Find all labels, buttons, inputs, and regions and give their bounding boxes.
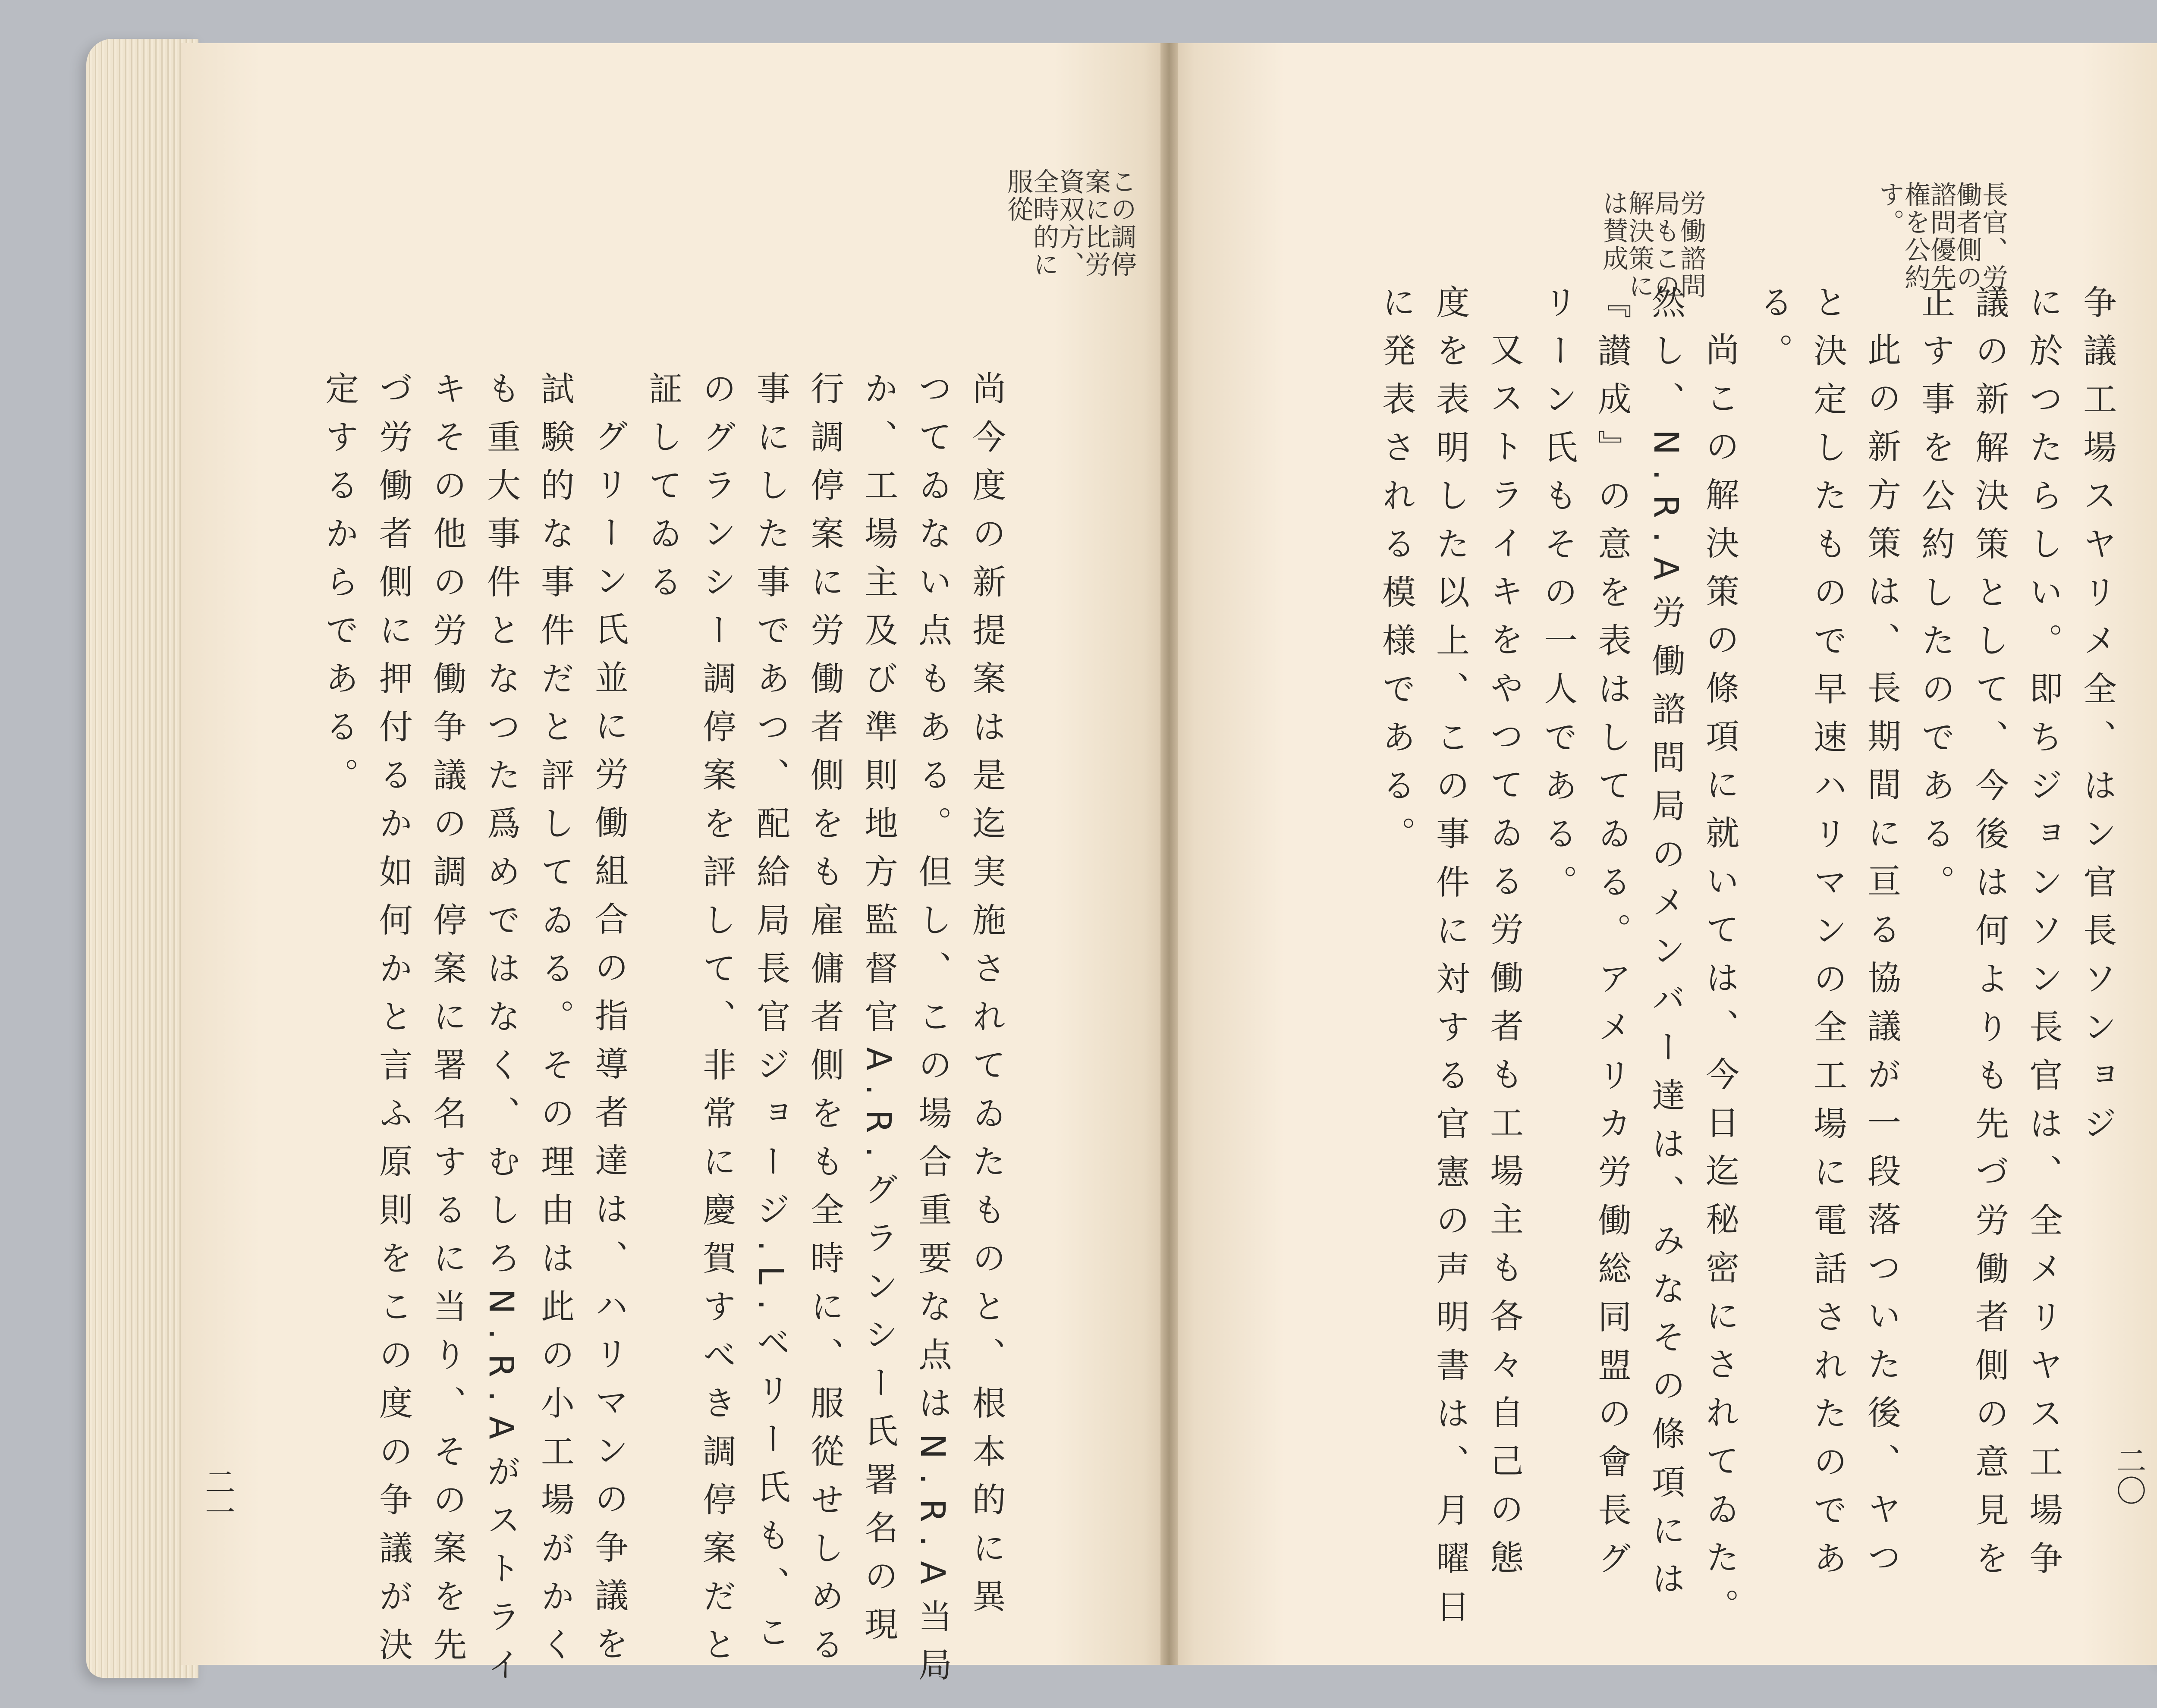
left-body-line: づ労働者側に押付るか如何かと言ふ原則をこの度の争議が決 [374, 371, 412, 1675]
right-body-line: 此の新方策は、長期間に亘る協議が一段落ついた後、ヤつ [1862, 332, 1901, 1588]
note-line: 全時的に [1029, 168, 1059, 279]
book-gutter [1160, 43, 1178, 1665]
right-body-line: 争議工場スヤリメ全、はン官長ソンョジ [2078, 285, 2116, 1154]
left-body-line: 定するからである。 [320, 371, 358, 806]
right-margin-note [1874, 181, 2008, 292]
right-page-number: 二〇 [2111, 1445, 2147, 1505]
right-body-line: に於つたらしい。即ちジョンソン長官は、全メリヤス工場争 [2024, 285, 2063, 1589]
left-body-line: 行調停案に労働者側をも雇傭者側をも全時に、服從せしめる [805, 371, 844, 1675]
right-body-line: と決定したもので早速ハリマンの全工場に電話されたのであ [1808, 285, 1847, 1589]
left-body-line: も重大事件となつた爲めではなく、むしろN.R.Aがストライ [481, 371, 520, 1695]
right-body-line: リーン氏もその一人である。 [1538, 285, 1577, 913]
left-margin-note [1005, 168, 1135, 279]
left-body-line: か、工場主及び準則地方監督官A.R.グランシー氏署名の現 [859, 371, 898, 1655]
right-page [1165, 43, 2157, 1665]
note-line: 労働諮問 [1676, 190, 1706, 300]
note-line: 局もこの [1650, 190, 1680, 300]
right-body-line: に発表される模様である。 [1377, 285, 1415, 864]
note-line: 資双方、 [1055, 168, 1085, 279]
right-margin-note-2 [1600, 190, 1704, 300]
note-line: は賛成 [1598, 190, 1629, 273]
left-body-line: つてゐない点もある。但し、この場合重要な点はN.R.A当局 [913, 371, 952, 1695]
left-body-line: 事にした事であつ、配給局長官ジョージ.L.ベリー氏も、こ [751, 371, 790, 1663]
right-body-line: 又ストライキをやつてゐる労働者も工場主も各々自己の態 [1484, 332, 1523, 1588]
left-page-number: 二一 [200, 1466, 236, 1527]
right-body-line: る。 [1754, 285, 1793, 381]
note-line: 権を公約 [1900, 181, 1931, 292]
note-line: 長官、労 [1978, 181, 2008, 292]
right-body-line: 『讃成』の意を表はしてゐる。アメリカ労働総同盟の會長グ [1592, 285, 1631, 1589]
left-body-line: 尚今度の新提案は是迄実施されてゐたものと、根本的に異 [967, 371, 1006, 1627]
left-body-line: グリーン氏並に労働組合の指導者達は、ハリマンの争議を [589, 418, 628, 1674]
left-page [181, 43, 1173, 1695]
note-line: す。 [1874, 181, 1905, 236]
note-line: 案に比労 [1081, 168, 1111, 279]
note-line: この調停 [1107, 168, 1137, 279]
right-body-line: 度を表明した以上、この事件に対する官憲の声明書は、月曜日 [1431, 285, 1469, 1637]
right-body-line: 議の新解決策として、今後は何よりも先づ労働者側の意見を [1970, 285, 2009, 1589]
right-body-line: 然し、N.R.A労働諮問局のメンバー達は、みなその條項には [1646, 285, 1685, 1609]
left-body-line: 試験的な事件だと評してゐる。その理由は此の小工場がかく [535, 371, 574, 1675]
left-body-line: 証してゐる [643, 371, 682, 612]
left-body-line: キその他の労働争議の調停案に署名するに当り、その案を先 [428, 371, 466, 1675]
left-body-line: のグランシー調停案を評して、非常に慶賀すべき調停案だと [697, 371, 736, 1675]
note-line: 服從 [1003, 168, 1033, 223]
note-line: 諮問優先 [1926, 181, 1956, 292]
right-body-line: 尚この解決策の條項に就いては、今日迄秘密にされてゐた。 [1700, 332, 1739, 1636]
note-line: 働者側の [1952, 181, 1982, 292]
note-line: 解決策に [1624, 190, 1654, 300]
right-body-line: 正す事を公約したのである。 [1916, 285, 1955, 913]
